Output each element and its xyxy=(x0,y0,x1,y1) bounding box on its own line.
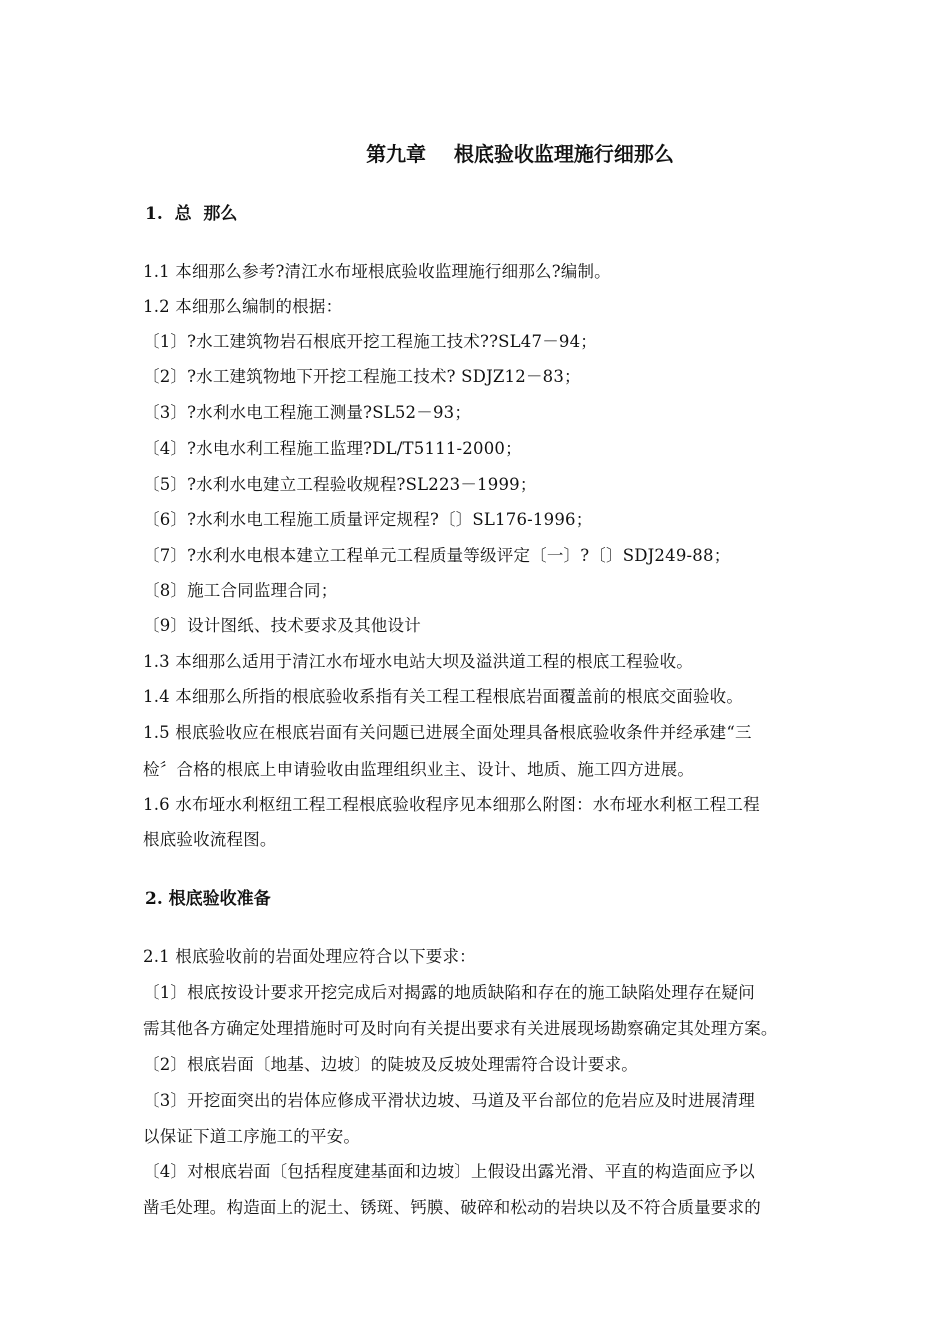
paragraph-line: 〔5〕?水利水电建立工程验收规程?SL223－1999； xyxy=(143,475,537,494)
section-2-heading: 2. 根底验收准备 xyxy=(145,889,271,909)
paragraph-line: 1.6 水布垭水利枢纽工程工程根底验收程序见本细那么附图：水布垭水利枢工程工程 xyxy=(143,795,760,814)
paragraph-line: 〔1〕?水工建筑物岩石根底开挖工程施工技术??SL47－94； xyxy=(143,332,597,351)
paragraph-line: 〔2〕根底岩面〔地基、边坡〕的陡坡及反坡处理需符合设计要求。 xyxy=(143,1055,638,1074)
paragraph-line: 〔7〕?水利水电根本建立工程单元工程质量等级评定〔一〕?〔〕SDJ249-88； xyxy=(143,546,731,565)
paragraph-line: 〔1〕根底按设计要求开挖完成后对揭露的地质缺陷和存在的施工缺陷处理存在疑问 xyxy=(143,983,755,1002)
paragraph-line: 〔8〕施工合同监理合同； xyxy=(143,581,338,600)
paragraph-line: 〔2〕?水工建筑物地下开挖工程施工技术? SDJZ12－83； xyxy=(143,367,581,386)
paragraph-line: 1.2 本细那么编制的根据： xyxy=(143,297,343,316)
paragraph-line: 根底验收流程图。 xyxy=(143,830,277,849)
paragraph-line: 〔3〕?水利水电工程施工测量?SL52－93； xyxy=(143,403,472,422)
paragraph-line: 〔4〕对根底岩面〔包括程度建基面和边坡〕上假设出露光滑、平直的构造面应予以 xyxy=(143,1162,755,1181)
paragraph-line: 检〞合格的根底上申请验收由监理组织业主、设计、地质、施工四方进展。 xyxy=(143,760,695,779)
paragraph-line: 〔9〕设计图纸、技术要求及其他设计 xyxy=(143,616,421,635)
paragraph-line: 1.5 根底验收应在根底岩面有关问题已进展全面处理具备根底验收条件并经承建“三 xyxy=(143,723,752,742)
paragraph-line: 1.1 本细那么参考?清江水布垭根底验收监理施行细那么?编制。 xyxy=(143,262,611,281)
paragraph-line: 2.1 根底验收前的岩面处理应符合以下要求： xyxy=(143,947,476,966)
paragraph-line: 1.3 本细那么适用于清江水布垭水电站大坝及溢洪道工程的根底工程验收。 xyxy=(143,652,693,671)
paragraph-line: 凿毛处理。构造面上的泥土、锈斑、钙膜、破碎和松动的岩块以及不符合质量要求的 xyxy=(143,1198,761,1217)
paragraph-line: 1.4 本细那么所指的根底验收系指有关工程工程根底岩面覆盖前的根底交面验收。 xyxy=(143,687,744,706)
paragraph-line: 〔3〕开挖面突出的岩体应修成平滑状边坡、马道及平台部位的危岩应及时进展清理 xyxy=(143,1091,755,1110)
paragraph-line: 以保证下道工序施工的平安。 xyxy=(143,1127,361,1146)
chapter-title: 第九章 根底验收监理施行细那么 xyxy=(366,142,674,166)
paragraph-line: 〔6〕?水利水电工程施工质量评定规程?〔〕SL176-1996； xyxy=(143,510,593,529)
paragraph-line: 〔4〕?水电水利工程施工监理?DL/T5111-2000； xyxy=(143,439,522,458)
section-1-heading: 1. 总 那么 xyxy=(145,204,238,224)
paragraph-line: 需其他各方确定处理措施时可及时向有关提出要求有关进展现场勘察确定其处理方案。 xyxy=(143,1019,778,1038)
